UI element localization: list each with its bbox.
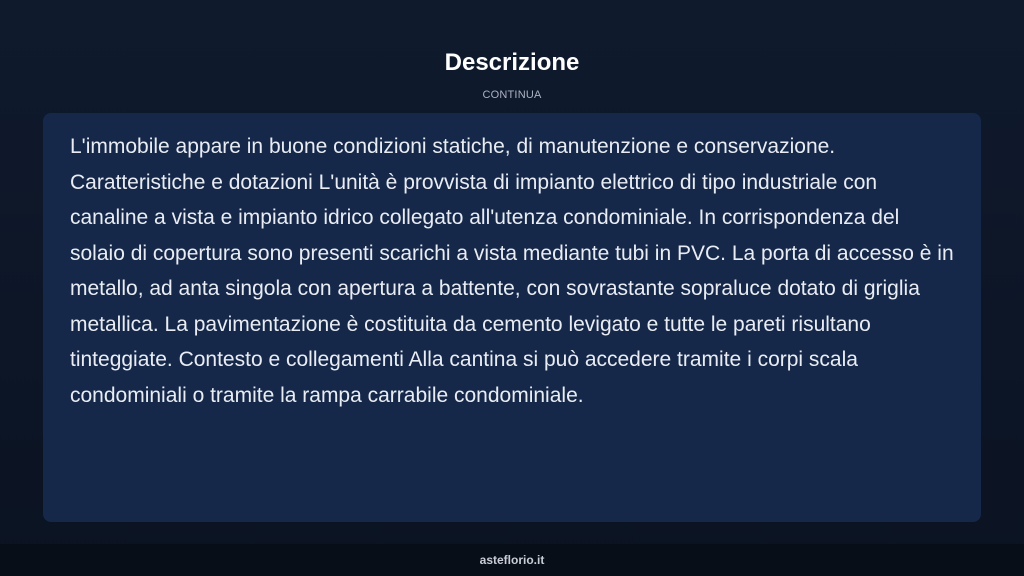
description-card — [43, 113, 981, 522]
continue-label: CONTINUA — [482, 89, 542, 101]
site-watermark: asteflorio.it — [479, 553, 545, 567]
page-title: Descrizione — [444, 49, 580, 76]
header — [0, 48, 1024, 102]
footer-bar — [0, 544, 1024, 576]
description-text: L'immobile appare in buone condizioni statiche, di manutenzione e conservazione. Caratteristiche e dotazioni L'unità è provvista di impianto elettrico di tipo industriale con canaline a vista e impianto idrico collegato all'utenza condominiale. In corrispondenza del solaio di copertura sono presenti scarichi a vista mediante tubi in PVC. La porta di accesso è in metallo, ad anta singola con apertura a battente, con sovrastante sopraluce dotato di griglia metallica. La pavimentazione è costituita da cemento levigato e tutte le pareti risultano tinteggiate. Contesto e collegamenti Alla cantina si può accedere tramite i corpi scala condominiali o tramite la rampa carrabile condominiale. — [70, 135, 954, 407]
